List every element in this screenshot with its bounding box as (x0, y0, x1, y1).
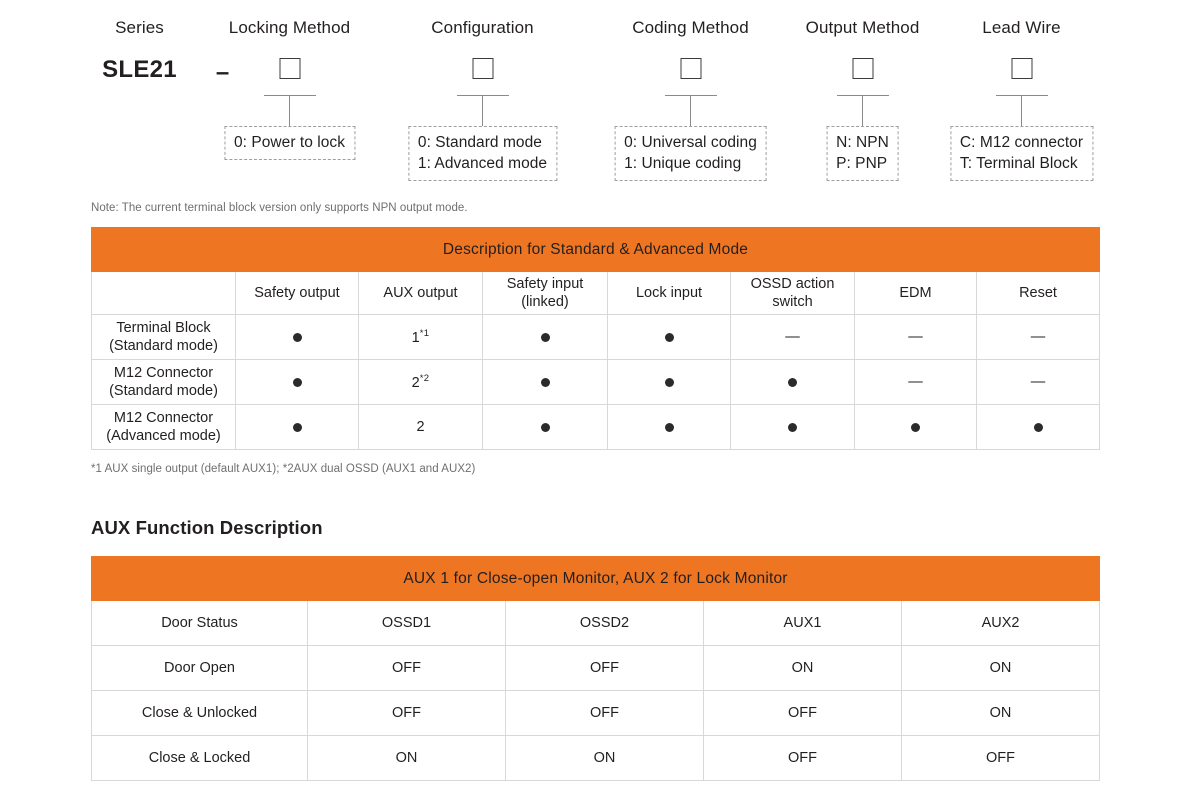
column-header-ossd1: OSSD1 (308, 601, 506, 646)
code-slot-box[interactable] (472, 58, 493, 79)
cell-safety-input (483, 360, 608, 405)
code-option-box (950, 126, 1093, 181)
cell-ossd-action-switch (731, 360, 855, 405)
cell-safety-input (483, 315, 608, 360)
code-option-box (408, 126, 557, 181)
cell-edm (855, 405, 977, 450)
filled-dot-icon (665, 329, 674, 345)
code-column-title: Locking Method (228, 18, 351, 37)
filled-dot-icon (293, 419, 302, 435)
aux-function-table (91, 556, 1099, 781)
cell-lock-input (608, 405, 731, 450)
code-option-box (614, 126, 767, 181)
connector-line (996, 95, 1048, 128)
table-banner: AUX 1 for Close-open Monitor, AUX 2 for Lock Monitor (92, 557, 1100, 601)
row-label (92, 360, 236, 405)
column-header-safety-output (236, 272, 359, 315)
cell-ossd1: OFF (308, 646, 506, 691)
cell-safety-input (483, 405, 608, 450)
cell-ossd2: ON (506, 736, 704, 781)
table-row (92, 315, 1100, 360)
cell-safety-output (236, 315, 359, 360)
filled-dot-icon (293, 374, 302, 390)
standard-advanced-mode-table (91, 227, 1099, 450)
table-header-row (92, 601, 1100, 646)
table-row (92, 405, 1100, 450)
cell-ossd2: OFF (506, 646, 704, 691)
cell-ossd-action-switch: — (731, 315, 855, 360)
separator-dash: – (215, 59, 230, 86)
table-row (92, 691, 1100, 736)
code-option: T: Terminal Block (959, 155, 1078, 172)
header-line: switch (772, 294, 813, 310)
header-line: Reset (1019, 285, 1057, 301)
filled-dot-icon (665, 419, 674, 435)
series-value: SLE21 (102, 56, 177, 83)
cell-value: 2 (416, 419, 425, 435)
code-column-title: Output Method (805, 18, 920, 37)
row-label-line: M12 Connector (113, 365, 214, 381)
cell-aux1: OFF (704, 691, 902, 736)
code-slot-box[interactable] (1011, 58, 1032, 79)
cell-lock-input (608, 360, 731, 405)
column-header-edm (855, 272, 977, 315)
table (91, 556, 1100, 781)
row-label-line: M12 Connector (113, 410, 214, 426)
column-header-reset (977, 272, 1100, 315)
row-label-line: (Standard mode) (109, 338, 218, 354)
filled-dot-icon (293, 329, 302, 345)
code-option-box (826, 126, 899, 181)
filled-dot-icon (788, 419, 797, 435)
code-option: N: NPN (836, 134, 889, 151)
cell-aux1: OFF (704, 736, 902, 781)
column-header-ossd-action-switch (731, 272, 855, 315)
cell-aux2: ON (902, 646, 1100, 691)
code-option: C: M12 connector (959, 134, 1084, 151)
header-line: (linked) (521, 294, 569, 310)
cell-reset: — (977, 360, 1100, 405)
filled-dot-icon (911, 419, 920, 435)
code-slot-box[interactable] (852, 58, 873, 79)
cell-aux-output (359, 315, 483, 360)
cell-aux-output (359, 405, 483, 450)
header-line: AUX output (383, 285, 458, 301)
column-header-blank (92, 272, 236, 315)
footnote-marker: *2 (419, 373, 430, 385)
connector-line (457, 95, 509, 128)
cell-value: 1 (411, 329, 420, 346)
cell-ossd1: OFF (308, 691, 506, 736)
column-header-aux2: AUX2 (902, 601, 1100, 646)
row-label-line: (Standard mode) (109, 383, 218, 399)
filled-dot-icon (541, 329, 550, 345)
row-label-line: Terminal Block (116, 320, 211, 336)
table-row (92, 646, 1100, 691)
code-option: 0: Universal coding (624, 134, 757, 151)
filled-dot-icon (665, 374, 674, 390)
code-option: P: PNP (836, 155, 888, 172)
table-banner: Description for Standard & Advanced Mode (92, 228, 1100, 272)
cell-aux2: ON (902, 691, 1100, 736)
cell-reset: — (977, 315, 1100, 360)
cell-ossd1: ON (308, 736, 506, 781)
cell-safety-output (236, 360, 359, 405)
connector-line (264, 95, 316, 128)
header-line: Safety input (506, 276, 584, 292)
table-row (92, 736, 1100, 781)
code-column-title: Coding Method (632, 18, 749, 37)
filled-dot-icon (541, 419, 550, 435)
table-banner-row (92, 557, 1100, 601)
column-header-aux-output (359, 272, 483, 315)
row-label: Close & Locked (92, 736, 308, 781)
cell-ossd2: OFF (506, 691, 704, 736)
column-header-lock-input (608, 272, 731, 315)
table-header-row (92, 272, 1100, 315)
code-option-box (224, 126, 355, 160)
cell-value: 2 (411, 374, 420, 391)
code-option: 1: Unique coding (624, 155, 742, 172)
cell-aux-output (359, 360, 483, 405)
page-title: AUX Function Description (91, 517, 323, 538)
column-header-door-status: Door Status (92, 601, 308, 646)
code-column-title: Series (115, 18, 164, 37)
row-label (92, 405, 236, 450)
filled-dot-icon (788, 374, 797, 390)
table-footnote: *1 AUX single output (default AUX1); *2AUX dual OSSD (AUX1 and AUX2) (91, 463, 476, 475)
column-header-ossd2: OSSD2 (506, 601, 704, 646)
code-slot-box[interactable] (279, 58, 300, 79)
cell-reset (977, 405, 1100, 450)
cell-edm: — (855, 315, 977, 360)
code-column-title: Lead Wire (982, 18, 1061, 37)
connector-line (665, 95, 717, 128)
cell-ossd-action-switch (731, 405, 855, 450)
cell-aux2: OFF (902, 736, 1100, 781)
cell-lock-input (608, 315, 731, 360)
row-label: Close & Unlocked (92, 691, 308, 736)
footnote-marker: *1 (419, 328, 430, 340)
column-header-aux1: AUX1 (704, 601, 902, 646)
row-label (92, 315, 236, 360)
row-label-line: (Advanced mode) (106, 428, 221, 444)
filled-dot-icon (1034, 419, 1043, 435)
code-slot-box[interactable] (680, 58, 701, 79)
column-header-safety-input (483, 272, 608, 315)
connector-line (837, 95, 889, 128)
header-line: Safety output (254, 285, 340, 301)
cell-safety-output (236, 405, 359, 450)
code-option: 0: Power to lock (233, 134, 346, 151)
note-npn-output: Note: The current terminal block version only supports NPN output mode. (91, 202, 468, 214)
table (91, 227, 1100, 450)
cell-edm: — (855, 360, 977, 405)
code-column-title: Configuration (431, 18, 534, 37)
header-line: Lock input (635, 285, 703, 301)
row-label: Door Open (92, 646, 308, 691)
code-option: 1: Advanced mode (417, 155, 548, 172)
filled-dot-icon (541, 374, 550, 390)
table-row (92, 360, 1100, 405)
header-line: OSSD action (750, 276, 835, 292)
header-line: EDM (899, 285, 932, 301)
code-option: 0: Standard mode (417, 134, 542, 151)
model-code-diagram (0, 0, 1200, 196)
cell-aux1: ON (704, 646, 902, 691)
table-banner-row (92, 228, 1100, 272)
